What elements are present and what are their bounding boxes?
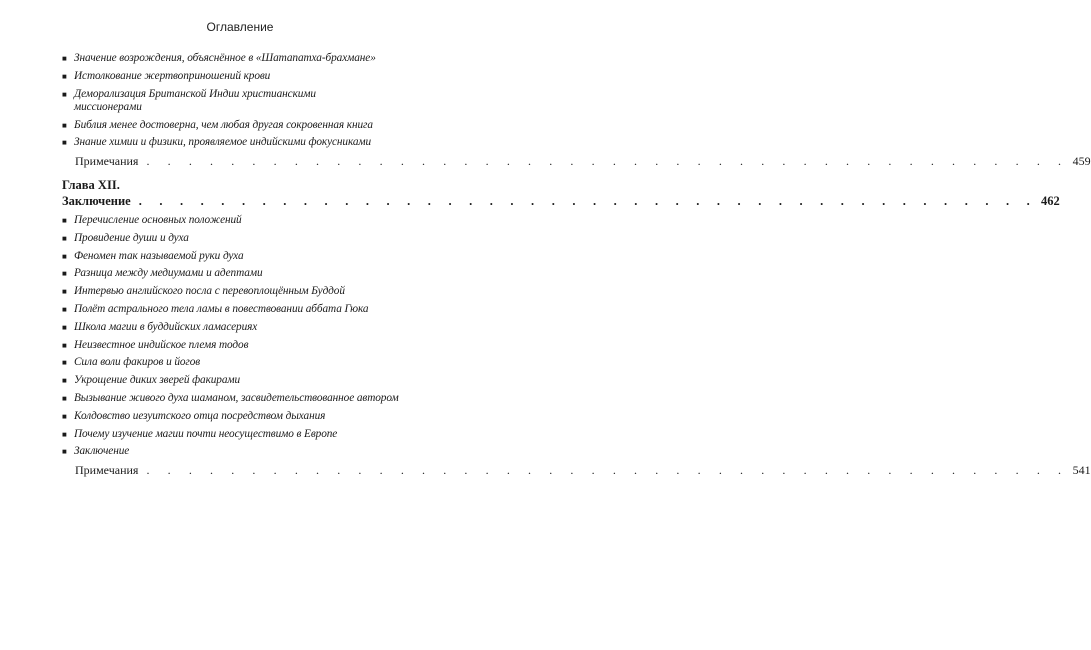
toc-item-text: Разница между медиумами и адептами bbox=[74, 267, 263, 280]
toc-item-text: Почему изучение магии почти неосуществимо в Европе bbox=[74, 427, 338, 440]
page-title: Оглавление bbox=[206, 20, 274, 34]
toc-item bbox=[62, 232, 427, 245]
toc-item bbox=[62, 428, 427, 441]
notes-row bbox=[62, 154, 1091, 169]
toc-item-text: Заключение bbox=[74, 445, 130, 458]
bullet-icon: ■ bbox=[62, 216, 67, 225]
bullet-icon: ■ bbox=[62, 376, 67, 386]
dot-leader: . . . . . . . . . . . . . . . . . . . . . . . . . . . . . . . . . . . . . . . . . . . . bbox=[146, 463, 1069, 478]
toc-item bbox=[62, 374, 427, 387]
chapter-title-row bbox=[62, 193, 1060, 209]
toc-item-text: Сила воли факиров и йогов bbox=[74, 356, 201, 369]
chapter-section bbox=[62, 178, 1091, 478]
notes-page-number: 541 bbox=[1072, 463, 1091, 478]
toc-item-text: Истолкование жертвоприношений крови bbox=[74, 69, 271, 82]
toc-item bbox=[62, 356, 427, 369]
notes-page-number: 459 bbox=[1072, 154, 1091, 169]
toc-item bbox=[62, 70, 429, 83]
chapter-label: Глава XII. bbox=[62, 178, 120, 192]
toc-item-text: Полёт астрального тела ламы в повествовании аббата Гюка bbox=[74, 302, 369, 315]
bullet-icon: ■ bbox=[62, 340, 67, 350]
bullet-icon: ■ bbox=[62, 71, 67, 81]
bullet-icon: ■ bbox=[62, 411, 67, 421]
toc-item bbox=[62, 52, 429, 65]
toc-item bbox=[62, 303, 427, 316]
bullet-icon: ■ bbox=[62, 393, 67, 403]
toc-item bbox=[62, 214, 427, 227]
toc-item bbox=[62, 339, 427, 352]
toc-item-text: Библия менее достоверна, чем любая другая сокровенная книга bbox=[74, 118, 373, 131]
toc-item-text: Перечисление основных положений bbox=[74, 214, 242, 226]
bullet-icon: ■ bbox=[62, 251, 67, 261]
bullet-icon: ■ bbox=[62, 89, 67, 99]
toc-item-text: Неизвестное индийское племя тодов bbox=[74, 338, 249, 351]
toc-item-text: Укрощение диких зверей факирами bbox=[74, 374, 241, 387]
bullet-icon: ■ bbox=[62, 269, 67, 279]
toc-item bbox=[62, 445, 427, 458]
toc-item-text: Колдовство иезуитского отца посредством дыхания bbox=[74, 409, 326, 422]
toc-item bbox=[62, 250, 427, 263]
chapter-page-number: 462 bbox=[1040, 194, 1060, 208]
notes-label: Примечания bbox=[75, 463, 139, 478]
bullet-icon: ■ bbox=[62, 358, 67, 368]
bullet-icon: ■ bbox=[62, 429, 67, 439]
dot-leader: . . . . . . . . . . . . . . . . . . . . . . . . . . . . . . . . . . . . . . . . . . . . bbox=[146, 154, 1069, 169]
bullet-icon: ■ bbox=[62, 138, 67, 148]
toc-item bbox=[62, 285, 427, 298]
toc-item bbox=[62, 410, 427, 423]
toc-item-text: Знание химии и физики, проявляемое индийскими фокусниками bbox=[74, 136, 372, 149]
chapter-title: Заключение bbox=[62, 194, 131, 208]
previous-chapter-section bbox=[62, 52, 1091, 169]
notes-label: Примечания bbox=[75, 154, 139, 169]
bullet-icon: ■ bbox=[62, 120, 67, 130]
toc-item-text: Провидение души и духа bbox=[74, 231, 189, 244]
toc-item-text: Феномен так называемой руки духа bbox=[74, 249, 244, 262]
bullet-icon: ■ bbox=[62, 233, 67, 243]
bullet-icon: ■ bbox=[62, 304, 67, 314]
bullet-icon: ■ bbox=[62, 447, 67, 457]
toc-item-text: Интервью английского посла с перевоплощённым Буддой bbox=[74, 285, 345, 298]
toc-item bbox=[62, 267, 427, 280]
bullet-icon: ■ bbox=[62, 322, 67, 332]
toc-item bbox=[62, 88, 374, 114]
bullet-icon: ■ bbox=[62, 287, 67, 297]
toc-item bbox=[62, 119, 439, 132]
toc-item-text: Деморализация Британской Индии христианскими миссионерами bbox=[74, 87, 316, 113]
toc-item bbox=[62, 321, 427, 334]
toc-item-text: Вызывание живого духа шаманом, засвидетельствованное автором bbox=[74, 391, 399, 404]
toc-item bbox=[62, 392, 404, 405]
toc-item-text: Школа магии в буддийских ламасериях bbox=[74, 320, 258, 333]
toc-item-text: Значение возрождения, объяснённое в «Шатапатха-брахмане» bbox=[74, 52, 376, 64]
notes-row bbox=[62, 463, 1091, 478]
bullet-icon: ■ bbox=[62, 54, 67, 63]
dot-leader: . . . . . . . . . . . . . . . . . . . . . . . . . . . . . . . . . . . . . . . . . . . . bbox=[138, 194, 1037, 208]
toc-item bbox=[62, 136, 439, 149]
